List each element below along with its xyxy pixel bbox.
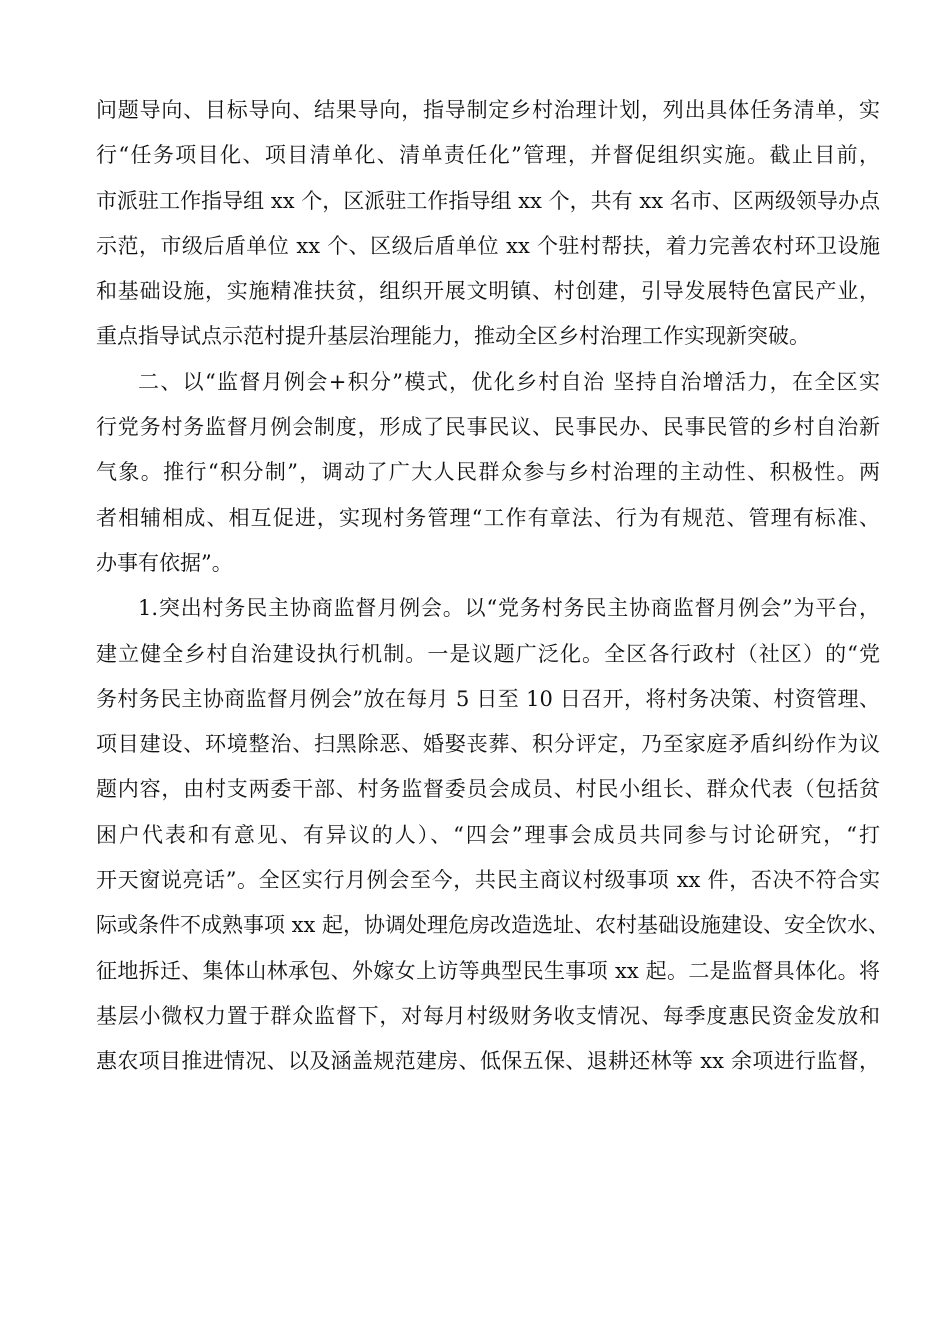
text-line: 气象。推行“积分制”，调动了广大人民群众参与乡村治理的主动性、积极性。两 [96,460,880,485]
text-line: 惠农项目推进情况、以及涵盖规范建房、低保五保、退耕还林等 xx 余项进行监督， [96,1049,880,1074]
text-line: 题内容，由村支两委干部、村务监督委员会成员、村民小组长、群众代表（包括贫 [96,777,880,802]
text-line: 项目建设、环境整治、扫黑除恶、婚娶丧葬、积分评定，乃至家庭矛盾纠纷作为议 [96,732,880,757]
text-line: 困户代表和有意见、有异议的人）、“四会”理事会成员共同参与讨论研究，“打 [96,822,880,847]
text-line: 和基础设施，实施精准扶贫，组织开展文明镇、村创建，引导发展特色富民产业， [96,279,880,304]
text-line: 重点指导试点示范村提升基层治理能力，推动全区乡村治理工作实现新突破。 [96,324,810,349]
text-line: 建立健全乡村自治建设执行机制。一是议题广泛化。全区各行政村（社区）的“党 [96,641,880,666]
subsection-heading-line: 1.突出村务民主协商监督月例会。以“党务村务民主协商监督月例会”为平台， [138,596,880,621]
document-body [96,88,890,1085]
section-heading-line: 二、以“监督月例会+积分”模式，优化乡村自治 坚持自治增活力，在全区实 [138,369,880,394]
text-line: 征地拆迁、集体山林承包、外嫁女上访等典型民生事项 xx 起。二是监督具体化。将 [96,958,880,983]
text-line: 示范，市级后盾单位 xx 个、区级后盾单位 xx 个驻村帮扶，着力完善农村环卫设施 [96,233,880,258]
text-line: 行党务村务监督月例会制度，形成了民事民议、民事民办、民事民管的乡村自治新 [96,415,880,440]
text-line: 际或条件不成熟事项 xx 起，协调处理危房改造选址、农村基础设施建设、安全饮水、 [96,913,890,938]
text-line: 开天窗说亮话”。全区实行月例会至今，共民主商议村级事项 xx 件，否决不符合实 [96,868,880,893]
text-line: 者相辅相成、相互促进，实现村务管理“工作有章法、行为有规范、管理有标准、 [96,505,880,530]
text-line: 基层小微权力置于群众监督下，对每月村级财务收支情况、每季度惠民资金发放和 [96,1003,880,1028]
text-line: 市派驻工作指导组 xx 个，区派驻工作指导组 xx 个，共有 xx 名市、区两级领导办点 [96,188,880,213]
text-line: 问题导向、目标导向、结果导向，指导制定乡村治理计划，列出具体任务清单，实 [96,98,880,122]
text-line: 办事有依据”。 [96,550,233,575]
text-line: 行“任务项目化、项目清单化、清单责任化”管理，并督促组织实施。截止目前， [96,143,880,168]
text-line: 务村务民主协商监督月例会”放在每月 5 日至 10 日召开，将村务决策、村资管理、 [96,686,880,711]
